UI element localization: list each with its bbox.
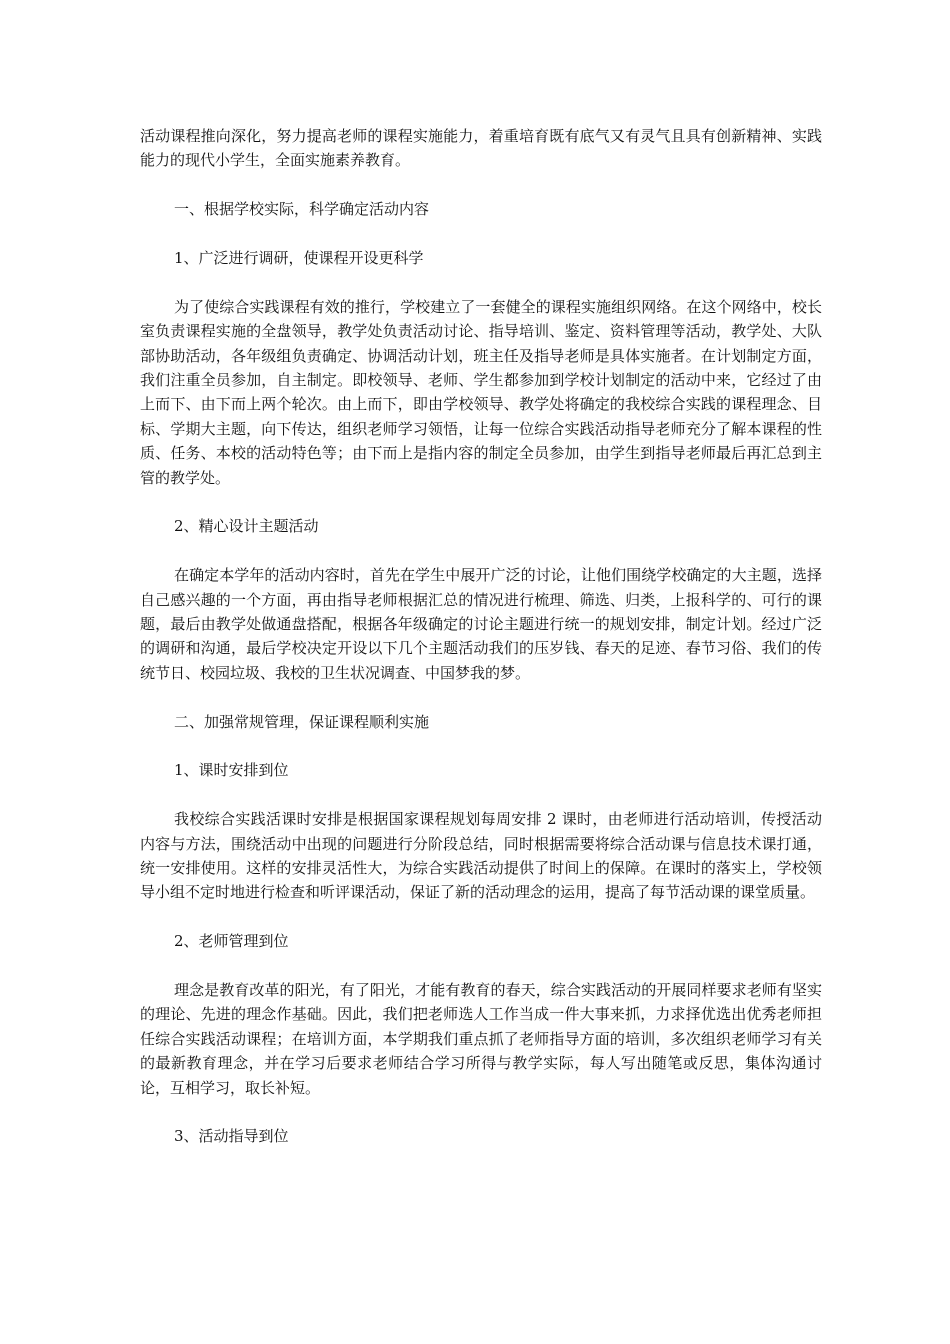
paragraph-intro: 活动课程推向深化，努力提高老师的课程实施能力，着重培育既有底气又有灵气且具有创新精神、实践能力的现代小学生，全面实施素养教育。 — [140, 127, 822, 170]
paragraph-gap — [140, 270, 822, 294]
subsection-heading-1-1: 1、广泛进行调研，使课程开设更科学 — [174, 249, 424, 267]
paragraph-gap — [140, 490, 822, 514]
document-page — [140, 124, 822, 1149]
section-heading-2: 二、加强常规管理，保证课程顺利实施 — [174, 712, 430, 731]
subsection-heading-2-1: 1、课时安排到位 — [174, 761, 289, 780]
section-heading-1: 一、根据学校实际，科学确定活动内容 — [174, 200, 430, 219]
paragraph-gap — [140, 222, 822, 246]
paragraph-gap — [140, 685, 822, 709]
paragraph-gap — [140, 173, 822, 197]
subsection-heading-1-2: 2、精心设计主题活动 — [174, 517, 319, 536]
subsection-heading-2-3: 3、活动指导到位 — [174, 1127, 289, 1146]
paragraph-gap — [140, 734, 822, 758]
paragraph-gap — [140, 783, 822, 807]
subsection-heading-2-2: 2、老师管理到位 — [174, 932, 289, 951]
paragraph-research: 为了使综合实践课程有效的推行，学校建立了一套健全的课程实施组织网络。在这个网络中，校长室负责课程实施的全盘领导，教学处负责活动讨论、指导培训、鉴定、资料管理等活动，教学处、大队部协助活动，各年级组负责确定、协调活动计划，班主任及指导老师是具体实施者。在计划制定方面，我们注重全员参加，自主制定。即校领导、老师、学生都参加到学校计划制定的活动中来，它经过了由上而下、由下而上两个轮次。由上而下，即由学校领导、教学处将确定的我校综合实践的课程理念、目标、学期大主题，向下传达，组织老师学习领悟，让每一位综合实践活动指导老师充分了解本课程的性质、任务、本校的活动特色等；由下而上是指内容的制定全员参加，由学生到指导老师最后再汇总到主管的教学处。 — [140, 297, 822, 487]
paragraph-class-hours: 我校综合实践活课时安排是根据国家课程规划每周安排 2 课时，由老师进行活动培训，传授活动内容与方法，围绕活动中出现的问题进行分阶段总结，同时根据需要将综合活动课与信息技术课打通，统一安排使用。这样的安排灵活性大，为综合实践活动提供了时间上的保障。在课时的落实上，学校领导小组不定时地进行检查和听评课活动，保证了新的活动理念的运用，提高了每节活动课的课堂质量。 — [140, 810, 822, 902]
paragraph-teacher-management: 理念是教育改革的阳光，有了阳光，才能有教育的春天，综合实践活动的开展同样要求老师有坚实的理论、先进的理念作基础。因此，我们把老师选人工作当成一件大事来抓，力求择优选出优秀老师担任综合实践活动课程；在培训方面，本学期我们重点抓了老师指导方面的培训，多次组织老师学习有关的最新教育理念，并在学习后要求老师结合学习所得与教学实际，每人写出随笔或反思，集体沟通讨论，互相学习，取长补短。 — [140, 981, 822, 1097]
paragraph-gap — [140, 1100, 822, 1124]
paragraph-gap — [140, 905, 822, 929]
paragraph-gap — [140, 954, 822, 978]
paragraph-theme-design: 在确定本学年的活动内容时，首先在学生中展开广泛的讨论，让他们围绕学校确定的大主题，选择自己感兴趣的一个方面，再由指导老师根据汇总的情况进行梳理、筛选、归类，上报科学的、可行的课题，最后由教学处做通盘搭配，根据各年级确定的讨论主题进行统一的规划安排，制定计划。经过广泛的调研和沟通，最后学校决定开设以下几个主题活动我们的压岁钱、春天的足迹、春节习俗、我们的传统节日、校园垃圾、我校的卫生状况调查、中国梦我的梦。 — [140, 566, 822, 682]
paragraph-gap — [140, 539, 822, 563]
